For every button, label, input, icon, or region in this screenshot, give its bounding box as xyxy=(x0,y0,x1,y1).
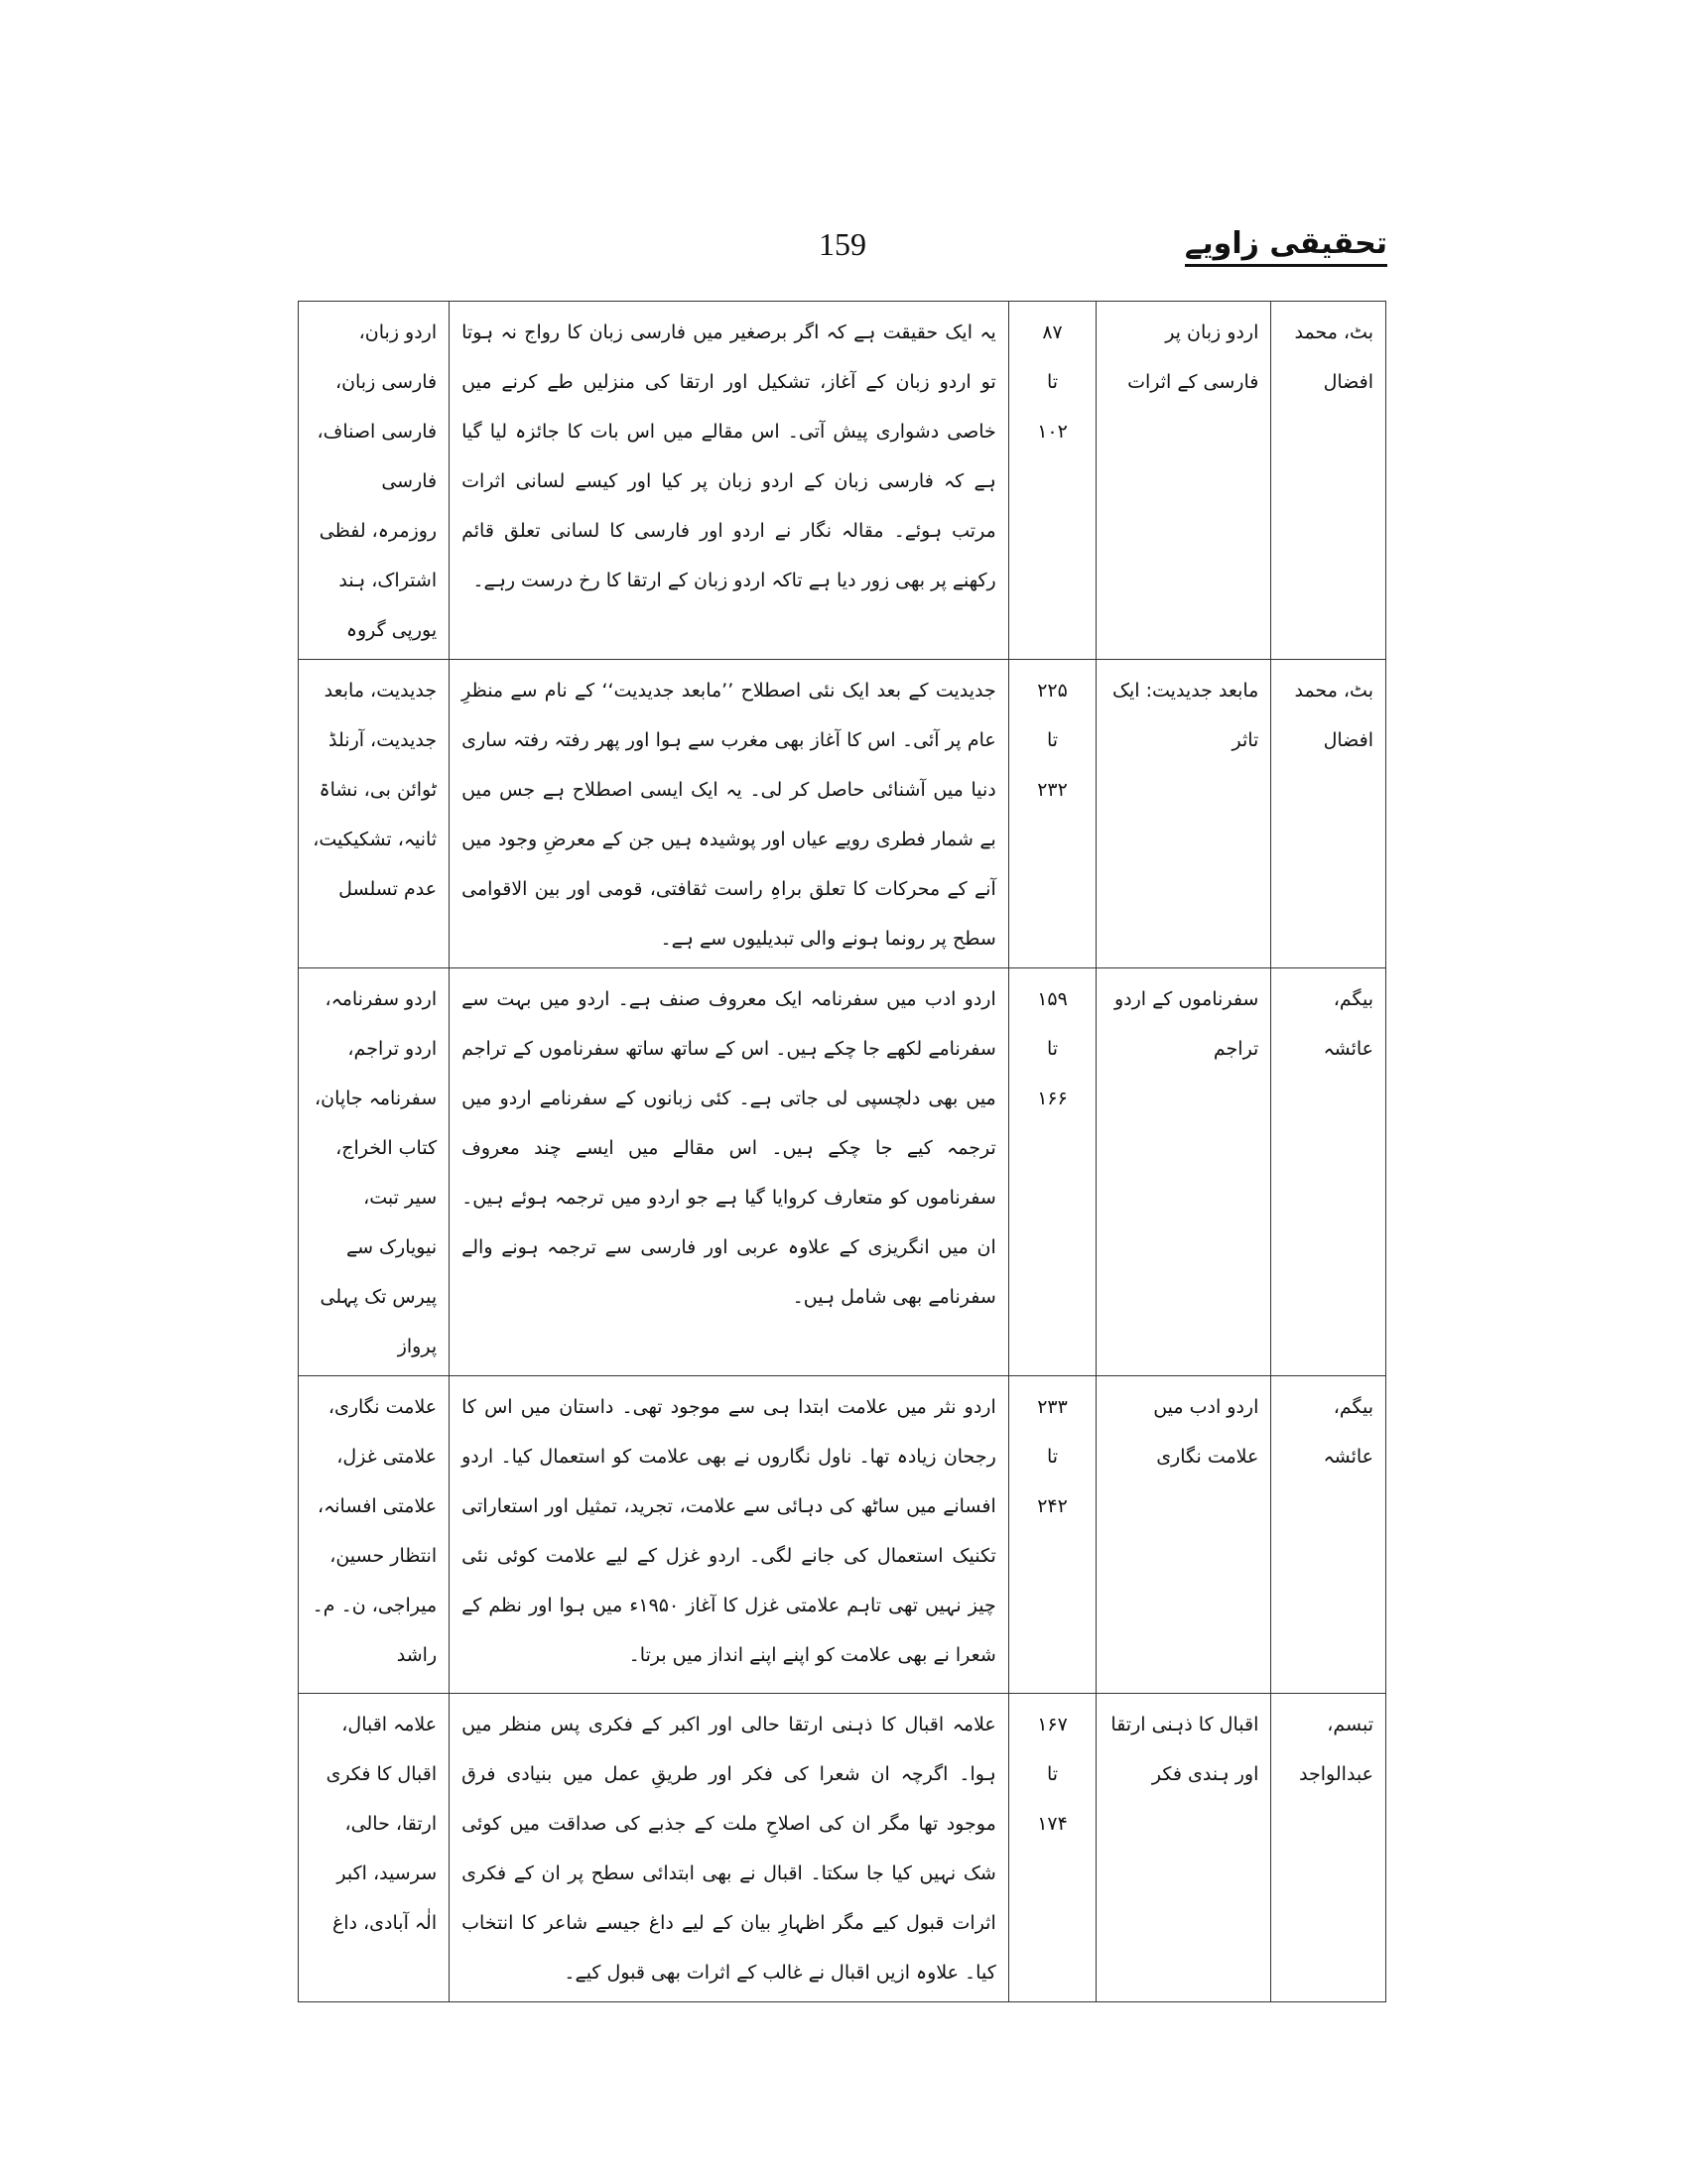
pages-cell xyxy=(1008,1376,1097,1694)
page-end: ۱۷۴ xyxy=(1037,1813,1068,1835)
page-start: ۲۲۵ xyxy=(1037,680,1068,702)
page-start: ۱۶۷ xyxy=(1037,1714,1068,1735)
author-cell: بیگم، عائشہ xyxy=(1271,968,1386,1376)
author-cell: تبسم، عبدالواجد xyxy=(1271,1694,1386,2002)
page-end: ۱۶۶ xyxy=(1037,1088,1068,1109)
keywords-cell: جدیدیت، مابعد جدیدیت، آرنلڈ ٹوائن بی، نشاۃ ثانیہ، تشکیکیت، عدم تسلسل xyxy=(299,660,450,968)
title-cell: اقبال کا ذہنی ارتقا اور ہندی فکر xyxy=(1097,1694,1271,2002)
table-row xyxy=(299,1694,1386,2002)
author-cell: بٹ، محمد افضال xyxy=(1271,660,1386,968)
abstract-cell: اردو ادب میں سفرنامہ ایک معروف صنف ہے۔ اردو میں بہت سے سفرنامے لکھے جا چکے ہیں۔ اس کے ساتھ ساتھ سفرناموں کے تراجم میں بھی دلچسپی لی جاتی ہے۔ کئی زبانوں کے سفرنامے اردو میں ترجمہ کیے جا چکے ہیں۔ اس مقالے میں ایسے چند معروف سفرناموں کو متعارف کروایا گیا ہے جو اردو میں ترجمہ ہوئے ہیں۔ ان میں انگریزی کے علاوہ عربی اور فارسی سے ترجمہ ہونے والے سفرنامے بھی شامل ہیں۔ xyxy=(450,968,1009,1376)
article-index-table xyxy=(298,301,1386,2002)
page-header xyxy=(298,226,1387,276)
author-cell: بیگم، عائشہ xyxy=(1271,1376,1386,1694)
table-row xyxy=(299,660,1386,968)
keywords-cell: اردو سفرنامہ، اردو تراجم، سفرنامہ جاپان، کتاب الخراج، سیر تبت، نیویارک سے پیرس تک پہلی پرواز xyxy=(299,968,450,1376)
pages-cell xyxy=(1008,1694,1097,2002)
page-start: ۲۳۳ xyxy=(1037,1396,1068,1418)
abstract-cell: علامہ اقبال کا ذہنی ارتقا حالی اور اکبر کے فکری پس منظر میں ہوا۔ اگرچہ ان شعرا کی فکر اور طریقِ عمل میں بنیادی فرق موجود تھا مگر ان کی اصلاحِ ملت کے جذبے کی صداقت میں کوئی شک نہیں کیا جا سکتا۔ اقبال نے بھی ابتدائی سطح پر ان کے فکری اثرات قبول کیے مگر اظہارِ بیان کے لیے داغ جیسے شاعر کا انتخاب کیا۔ علاوہ ازیں اقبال نے غالب کے اثرات بھی قبول کیے۔ xyxy=(450,1694,1009,2002)
page-separator: تا xyxy=(1046,1446,1059,1468)
page-end: ۲۴۲ xyxy=(1037,1495,1068,1517)
page-end: ۲۳۲ xyxy=(1037,779,1068,801)
abstract-cell: جدیدیت کے بعد ایک نئی اصطلاح ’’مابعد جدیدیت‘‘ کے نام سے منظرِ عام پر آئی۔ اس کا آغاز بھی مغرب سے ہوا اور پھر رفتہ رفتہ ساری دنیا میں آشنائی حاصل کر لی۔ یہ ایک ایسی اصطلاح ہے جس میں بے شمار فطری رویے عیاں اور پوشیدہ ہیں جن کے معرضِ وجود میں آنے کے محرکات کا تعلق براہِ راست ثقافتی، قومی اور بین الاقوامی سطح پر رونما ہونے والی تبدیلیوں سے ہے۔ xyxy=(450,660,1009,968)
author-cell: بٹ، محمد افضال xyxy=(1271,302,1386,660)
abstract-cell: اردو نثر میں علامت ابتدا ہی سے موجود تھی۔ داستان میں اس کا رجحان زیادہ تھا۔ ناول نگاروں نے بھی علامت کو استعمال کیا۔ اردو افسانے میں ساٹھ کی دہائی سے علامت، تجرید، تمثیل اور استعاراتی تکنیک استعمال کی جانے لگی۔ اردو غزل کے لیے علامت کوئی نئی چیز نہیں تھی تاہم علامتی غزل کا آغاز ۱۹۵۰ء میں ہوا اور نظم کے شعرا نے بھی علامت کو اپنے اپنے انداز میں برتا۔ xyxy=(450,1376,1009,1694)
page-separator: تا xyxy=(1046,729,1059,751)
page-separator: تا xyxy=(1046,1038,1059,1060)
keywords-cell: علامہ اقبال، اقبال کا فکری ارتقا، حالی، سرسید، اکبر الٰہ آبادی، داغ xyxy=(299,1694,450,2002)
title-cell: مابعد جدیدیت: ایک تاثر xyxy=(1097,660,1271,968)
page-separator: تا xyxy=(1046,1763,1059,1785)
table-row xyxy=(299,968,1386,1376)
title-cell: اردو ادب میں علامت نگاری xyxy=(1097,1376,1271,1694)
keywords-cell: علامت نگاری، علامتی غزل، علامتی افسانہ، انتظار حسین، میراجی، ن۔ م۔ راشد xyxy=(299,1376,450,1694)
page-number: 159 xyxy=(819,226,866,262)
page-separator: تا xyxy=(1046,371,1059,393)
table-row xyxy=(299,1376,1386,1694)
title-cell: اردو زبان پر فارسی کے اثرات xyxy=(1097,302,1271,660)
keywords-cell: اردو زبان، فارسی زبان، فارسی اصناف، فارسی روزمرہ، لفظی اشتراک، ہند یورپی گروہ xyxy=(299,302,450,660)
journal-title: تحقیقی زاویے xyxy=(1185,226,1387,267)
page-start: ۸۷ xyxy=(1042,321,1063,343)
pages-cell xyxy=(1008,302,1097,660)
pages-cell xyxy=(1008,660,1097,968)
pages-cell xyxy=(1008,968,1097,1376)
title-cell: سفرناموں کے اردو تراجم xyxy=(1097,968,1271,1376)
abstract-cell: یہ ایک حقیقت ہے کہ اگر برصغیر میں فارسی زبان کا رواج نہ ہوتا تو اردو زبان کے آغاز، تشکیل اور ارتقا کی منزلیں طے کرنے میں خاصی دشواری پیش آتی۔ اس مقالے میں اس بات کا جائزہ لیا گیا ہے کہ فارسی زبان کے اردو زبان پر کیا اور کیسے لسانی اثرات مرتب ہوئے۔ مقالہ نگار نے اردو اور فارسی کا لسانی تعلق قائم رکھنے پر بھی زور دیا ہے تاکہ اردو زبان کے ارتقا کا رخ درست رہے۔ xyxy=(450,302,1009,660)
table-row xyxy=(299,302,1386,660)
page-start: ۱۵۹ xyxy=(1037,988,1068,1010)
page-end: ۱۰۲ xyxy=(1037,421,1068,443)
